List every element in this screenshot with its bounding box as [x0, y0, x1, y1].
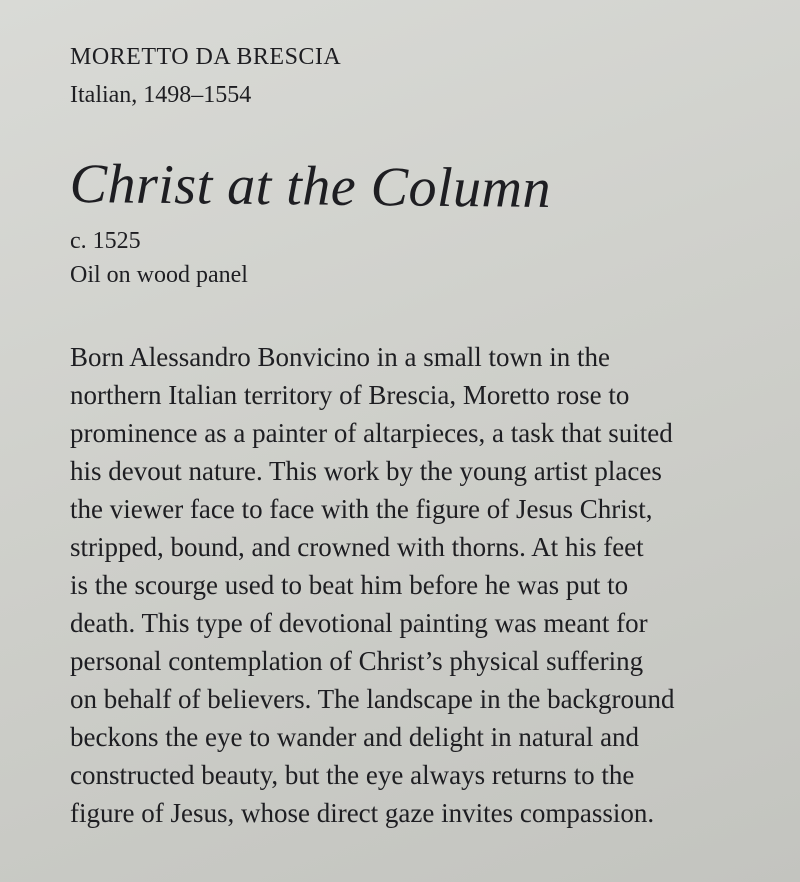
artwork-date: c. 1525 [70, 228, 141, 254]
description-line: on behalf of believers. The landscape in the background [70, 684, 675, 714]
description-line: prominence as a painter of altarpieces, a task that suited [70, 418, 673, 448]
description-line: his devout nature. This work by the young artist places [70, 456, 662, 486]
artwork-title: Christ at the Column [69, 152, 552, 221]
artist-name: MORETTO DA BRESCIA [70, 44, 342, 70]
description-line: stripped, bound, and crowned with thorns. At his feet [70, 532, 644, 562]
description-line: figure of Jesus, whose direct gaze invites compassion. [70, 798, 655, 828]
artwork-medium: Oil on wood panel [70, 262, 248, 288]
description-line: constructed beauty, but the eye always returns to the [70, 760, 635, 790]
description-line: Born Alessandro Bonvicino in a small town in the [70, 342, 610, 372]
description-line: beckons the eye to wander and delight in natural and [70, 722, 640, 752]
description-line: northern Italian territory of Brescia, Moretto rose to [70, 380, 630, 410]
description-line: death. This type of devotional painting was meant for [70, 608, 648, 638]
description-line: the viewer face to face with the figure of Jesus Christ, [70, 494, 653, 524]
description-paragraph [70, 338, 770, 832]
artist-nationality-dates: Italian, 1498–1554 [70, 82, 252, 108]
description-line: personal contemplation of Christ’s physical suffering [70, 646, 644, 676]
description-line: is the scourge used to beat him before he was put to [70, 570, 629, 600]
